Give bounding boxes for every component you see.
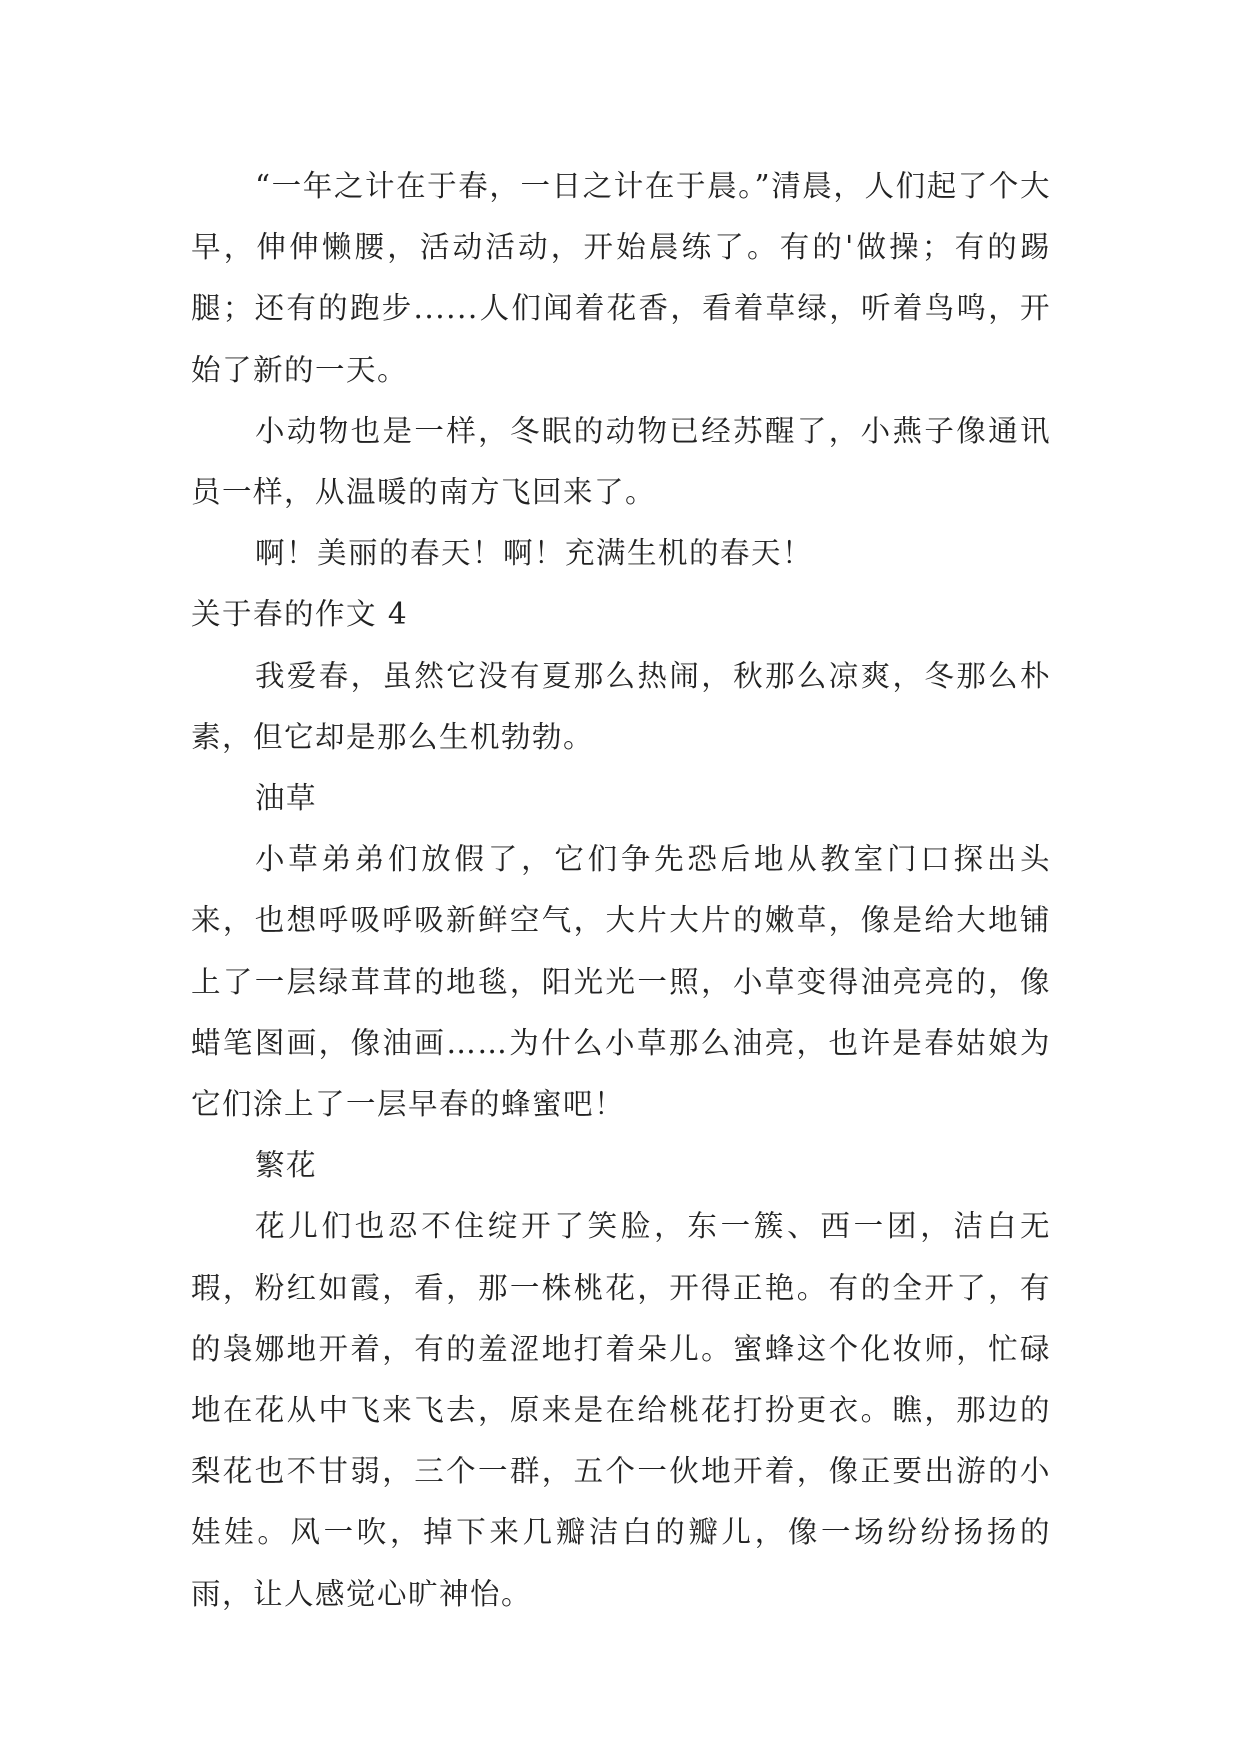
document-body bbox=[191, 156, 1051, 1625]
paragraph-love-spring: 我爱春，虽然它没有夏那么热闹，秋那么凉爽，冬那么朴素，但它却是那么生机勃勃。 bbox=[191, 658, 1051, 754]
paragraph-grass: 小草弟弟们放假了，它们争先恐后地从教室门口探出头来，也想呼吸呼吸新鲜空气，大片大片的嫩草，像是给大地铺上了一层绿茸茸的地毯，阳光光一照，小草变得油亮亮的，像蜡笔图画，像油画……为什么小草那么油亮，也许是春姑娘为它们涂上了一层早春的蜂蜜吧！ bbox=[191, 842, 1051, 1122]
subheading-grass: 油草 bbox=[255, 781, 318, 816]
paragraph-morning: “一年之计在于春，一日之计在于晨。”清晨，人们起了个大早，伸伸懒腰，活动活动，开始晨练了。有的'做操；有的踢腿；还有的跑步......人们闻着花香，看着草绿，听着鸟鸣，开始了新的一天。 bbox=[191, 169, 1051, 387]
paragraph-flowers: 花儿们也忍不住绽开了笑脸，东一簇、西一团，洁白无瑕，粉红如霞，看，那一株桃花，开得正艳。有的全开了，有的袅娜地开着，有的羞涩地打着朵儿。蜜蜂这个化妆师，忙碌地在花从中飞来飞去，原来是在给桃花打扮更衣。瞧，那边的梨花也不甘弱，三个一群，五个一伙地开着，像正要出游的小娃娃。风一吹，掉下来几瓣洁白的瓣儿，像一场纷纷扬扬的雨，让人感觉心旷神怡。 bbox=[191, 1209, 1051, 1611]
paragraph-animals: 小动物也是一样，冬眠的动物已经苏醒了，小燕子像通讯员一样，从温暖的南方飞回来了。 bbox=[191, 413, 1051, 510]
subheading-flowers: 繁花 bbox=[255, 1148, 318, 1183]
section-title: 关于春的作文 4 bbox=[191, 597, 409, 632]
paragraph-exclamation: 啊！美丽的春天！啊！充满生机的春天！ bbox=[255, 536, 814, 571]
